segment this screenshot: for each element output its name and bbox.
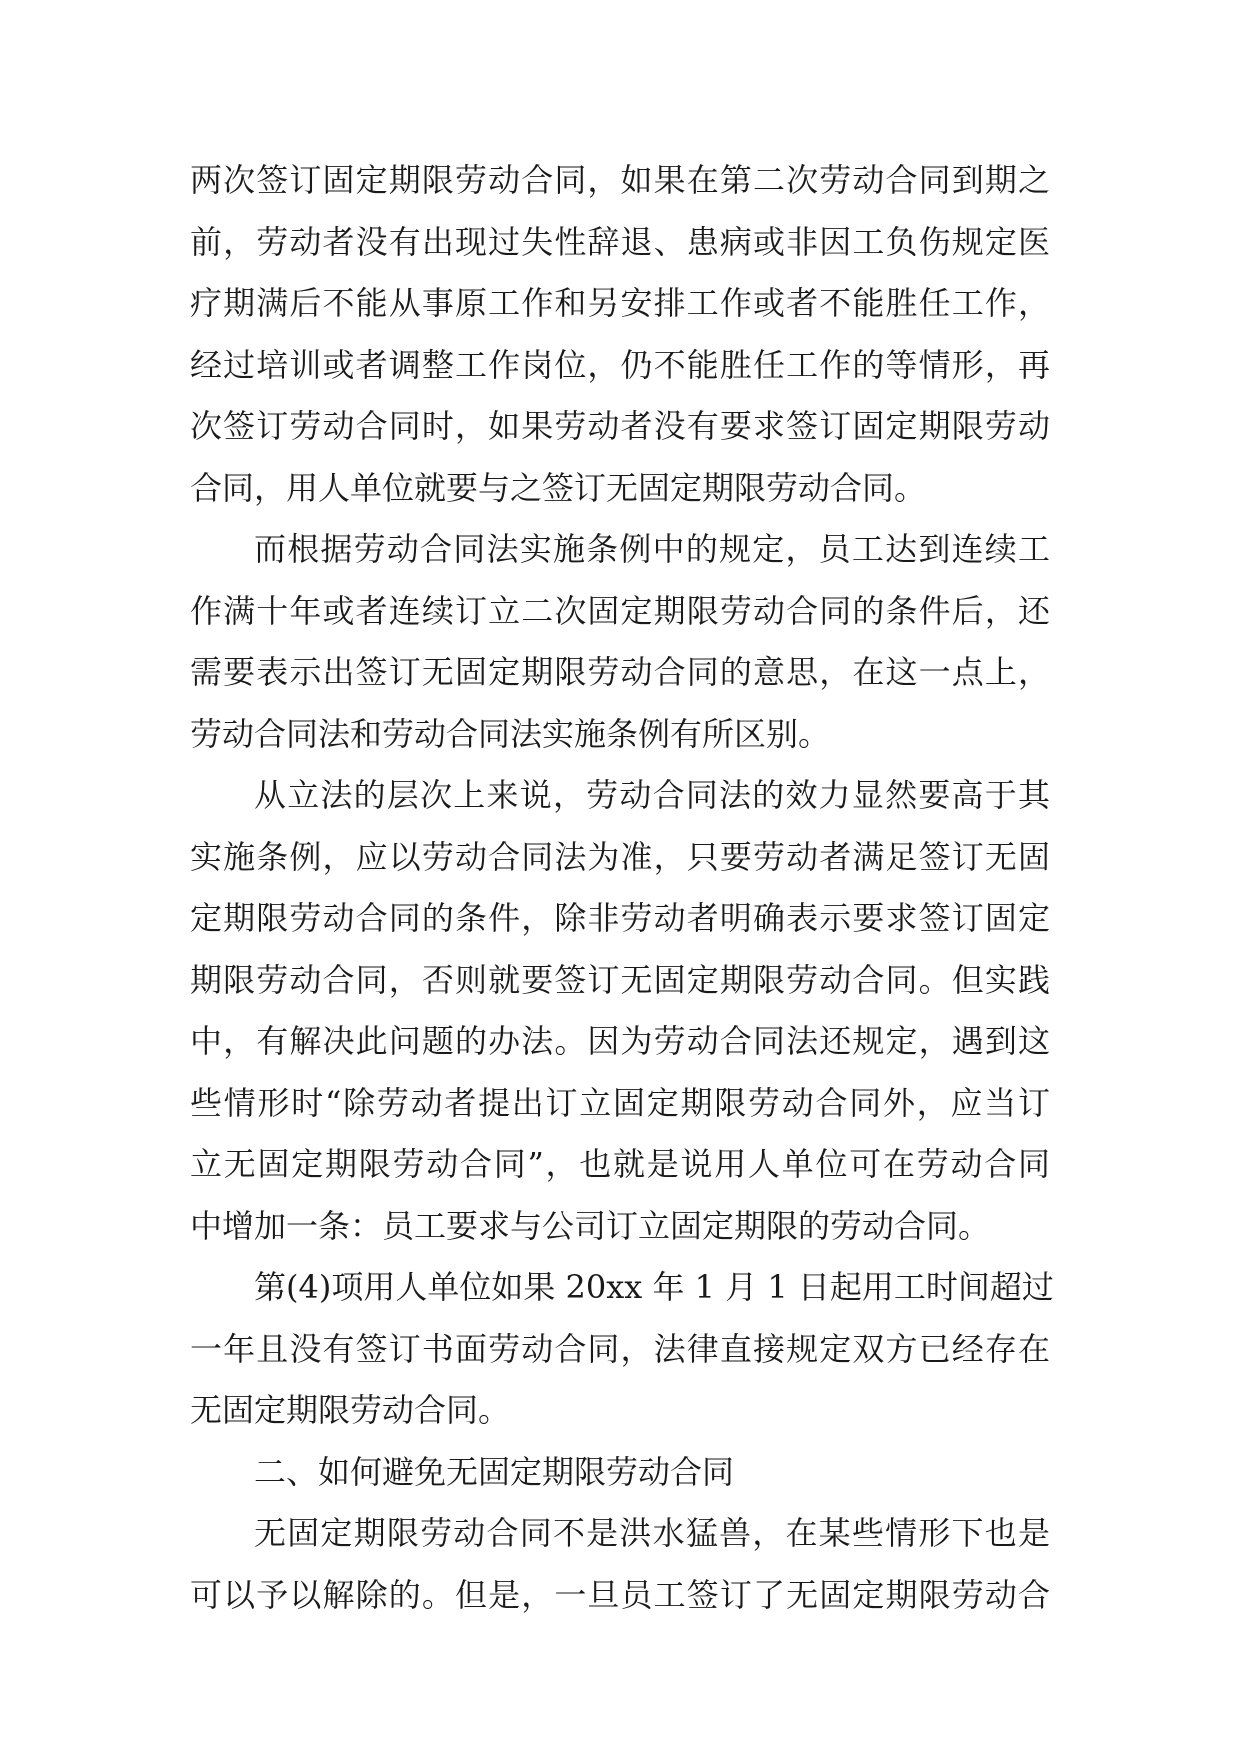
- text-line: 定期限劳动合同的条件，除非劳动者明确表示要求签订固定: [190, 899, 1050, 937]
- text-line: 前，劳动者没有出现过失性辞退、患病或非因工负伤规定医: [190, 222, 1050, 261]
- document-body: [190, 150, 1054, 1626]
- text-line: 合同，用人单位就要与之签订无固定期限劳动合同。: [190, 468, 927, 507]
- text-line: 从立法的层次上来说，劳动合同法的效力显然要高于其: [254, 776, 1050, 814]
- text-line: 需要表示出签订无固定期限劳动合同的意思，在这一点上，: [190, 653, 1050, 691]
- text-line: 经过培训或者调整工作岗位，仍不能胜任工作的等情形，再: [190, 345, 1050, 384]
- text-line: 期限劳动合同，否则就要签订无固定期限劳动合同。但实践: [190, 960, 1050, 999]
- text-line: 中增加一条：员工要求与公司订立固定期限的劳动合同。: [190, 1206, 991, 1245]
- text-line: 疗期满后不能从事原工作和另安排工作或者不能胜任工作，: [190, 284, 1050, 322]
- text-line: 作满十年或者连续订立二次固定期限劳动合同的条件后，还: [190, 591, 1050, 630]
- text-line: 第(4)项用人单位如果 20xx 年 1 月 1 日起用工时间超过: [254, 1268, 1054, 1306]
- text-line: 无固定期限劳动合同不是洪水猛兽，在某些情形下也是: [254, 1514, 1050, 1552]
- text-line: 次签订劳动合同时，如果劳动者没有要求签订固定期限劳动: [190, 407, 1050, 445]
- section-heading: [190, 1442, 1050, 1504]
- paragraph-3: [190, 765, 1050, 1257]
- paragraph-1: [190, 150, 1050, 519]
- text-line: 一年且没有签订书面劳动合同，法律直接规定双方已经存在: [190, 1329, 1050, 1368]
- paragraph-2: [190, 519, 1050, 765]
- paragraph-4: [190, 1257, 1054, 1442]
- text-line: 些情形时“除劳动者提出订立固定期限劳动合同外，应当订: [190, 1083, 1050, 1122]
- text-line: 二、如何避免无固定期限劳动合同: [254, 1452, 735, 1491]
- text-line: 而根据劳动合同法实施条例中的规定，员工达到连续工: [254, 530, 1050, 568]
- text-line: 劳动合同法和劳动合同法实施条例有所区别。: [190, 714, 831, 753]
- paragraph-5: [190, 1503, 1050, 1626]
- text-line: 可以予以解除的。但是，一旦员工签订了无固定期限劳动合: [190, 1575, 1050, 1614]
- text-line: 无固定期限劳动合同。: [190, 1391, 511, 1429]
- text-line: 中，有解决此问题的办法。因为劳动合同法还规定，遇到这: [190, 1022, 1050, 1060]
- text-line: 实施条例，应以劳动合同法为准，只要劳动者满足签订无固: [190, 837, 1050, 876]
- text-line: 两次签订固定期限劳动合同，如果在第二次劳动合同到期之: [190, 161, 1050, 199]
- text-line: 立无固定期限劳动合同”，也就是说用人单位可在劳动合同: [190, 1145, 1050, 1183]
